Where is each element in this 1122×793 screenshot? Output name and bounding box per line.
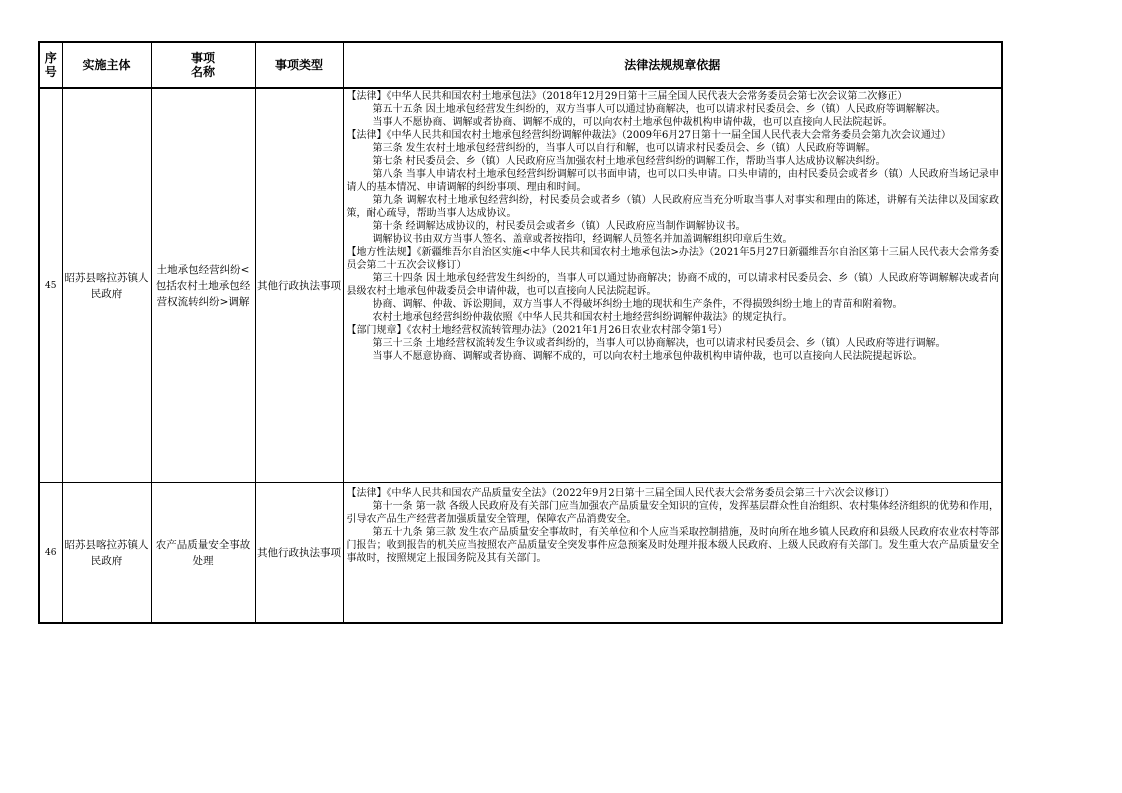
- row-item-name: 土地承包经营纠纷<包括农村土地承包经营权流转纠纷>调解: [151, 88, 255, 483]
- row-item-name: 农产品质量安全事故处理: [151, 483, 255, 624]
- basis-paragraph: 第九条 调解农村土地承包经营纠纷，村民委员会或者乡（镇）人民政府应当充分听取当事人对事实和理由的陈述，讲解有关法律以及国家政策，耐心疏导，帮助当事人达成协议。: [346, 195, 999, 219]
- item-table: [38, 41, 1003, 624]
- basis-paragraph: 第十条 经调解达成协议的，村民委员会或者乡（镇）人民政府应当制作调解协议书。: [372, 221, 746, 232]
- basis-paragraph: 第五十五条 因土地承包经营发生纠纷的，双方当事人可以通过协商解决，也可以请求村民委员会、乡（镇）人民政府等调解解决。: [372, 104, 946, 115]
- header-seq: 序号: [39, 42, 62, 88]
- basis-paragraph: 【法律】《中华人民共和国农村土地承包法》（2018年12月29日第十三届全国人民代表大会常务委员会第七次会议第二次修正）: [346, 91, 908, 102]
- row-subject: 昭苏县喀拉苏镇人民政府: [62, 88, 151, 483]
- row-seq: 45: [39, 88, 62, 483]
- header-subject: 实施主体: [62, 42, 151, 88]
- row-subject: 昭苏县喀拉苏镇人民政府: [62, 483, 151, 624]
- basis-paragraph: 协商、调解、仲裁、诉讼期间，双方当事人不得破坏纠纷土地的现状和生产条件，不得损毁纠纷土地上的青苗和附着物。: [372, 299, 903, 310]
- basis-paragraph: 第三十三条 土地经营权流转发生争议或者纠纷的，当事人可以协商解决，也可以请求村民委员会、乡（镇）人民政府等进行调解。: [372, 338, 946, 349]
- basis-text: [344, 89, 1002, 482]
- table-row: [39, 483, 1002, 624]
- header-item-name: 事项名称: [151, 42, 255, 88]
- header-basis: 法律法规规章依据: [343, 42, 1002, 88]
- basis-paragraph: 第三条 发生农村土地承包经营纠纷的，当事人可以自行和解，也可以请求村民委员会、乡（镇）人民政府等调解。: [372, 143, 876, 154]
- basis-paragraph: 第三十四条 因土地承包经营发生纠纷的，当事人可以通过协商解决；协商不成的，可以请求村民委员会、乡（镇）人民政府等调解解决或者向县级农村土地承包仲裁委员会申请仲裁，也可以直接向人民法院起诉。: [346, 273, 999, 297]
- basis-paragraph: 第七条 村民委员会、乡（镇）人民政府应当加强农村土地承包经营纠纷的调解工作，帮助当事人达成协议解决纠纷。: [372, 156, 886, 167]
- basis-paragraph: 调解协议书由双方当事人签名、盖章或者按指印，经调解人员签名并加盖调解组织印章后生效。: [372, 234, 793, 245]
- row-basis: [343, 483, 1002, 624]
- basis-text: [344, 483, 1002, 622]
- basis-paragraph: 第五十九条 第三款 发生农产品质量安全事故时，有关单位和个人应当采取控制措施，及时向所在地乡镇人民政府和县级人民政府农业农村等部门报告；收到报告的机关应当按照农产品质量安全突发事件应急预案及时处理并报本级人民政府、上级人民政府有关部门。发生重大农产品质量安全事故时，按照规定上报国务院及其有关部门。: [346, 527, 999, 564]
- basis-paragraph: 【法律】《中华人民共和国农产品质量安全法》（2022年9月2日第十三届全国人民代表大会常务委员会第三十六次会议修订）: [346, 488, 895, 499]
- basis-paragraph: 【部门规章】《农村土地经营权流转管理办法》（2021年1月26日农业农村部令第1号）: [346, 325, 728, 336]
- basis-paragraph: 第十一条 第一款 各级人民政府及有关部门应当加强农产品质量安全知识的宣传，发挥基层群众性自治组织、农村集体经济组织的优势和作用，引导农产品生产经营者加强质量安全管理，保障农产品消费安全。: [346, 501, 999, 525]
- row-seq: 46: [39, 483, 62, 624]
- row-item-type: 其他行政执法事项: [255, 88, 343, 483]
- header-row: [39, 42, 1002, 88]
- basis-paragraph: 【地方性法规】《新疆维吾尔自治区实施<中华人民共和国农村土地承包法>办法》（2021年5月27日新疆维吾尔自治区第十三届人民代表大会常务委员会第二十五次会议修订）: [346, 247, 999, 271]
- basis-paragraph: 当事人不愿协商、调解或者协商、调解不成的，可以向农村土地承包仲裁机构申请仲裁，也可以直接向人民法院起诉。: [372, 117, 893, 128]
- basis-paragraph: 农村土地承包经营纠纷仲裁依照《中华人民共和国农村土地经营纠纷调解仲裁法》的规定执行。: [372, 312, 793, 323]
- basis-paragraph: 【法律】《中华人民共和国农村土地承包经营纠纷调解仲裁法》（2009年6月27日第十一届全国人民代表大会常务委员会第九次会议通过）: [346, 130, 952, 141]
- row-basis: [343, 88, 1002, 483]
- header-item-type: 事项类型: [255, 42, 343, 88]
- basis-paragraph: 第八条 当事人申请农村土地承包经营纠纷调解可以书面申请，也可以口头申请。口头申请的，由村民委员会或者乡（镇）人民政府当场记录申请人的基本情况、申请调解的纠纷事项、理由和时间。: [346, 169, 999, 193]
- row-item-type: 其他行政执法事项: [255, 483, 343, 624]
- table-row: [39, 88, 1002, 483]
- basis-paragraph: 当事人不愿意协商、调解或者协商、调解不成的，可以向农村土地承包仲裁机构申请仲裁，也可以直接向人民法院提起诉讼。: [372, 351, 923, 362]
